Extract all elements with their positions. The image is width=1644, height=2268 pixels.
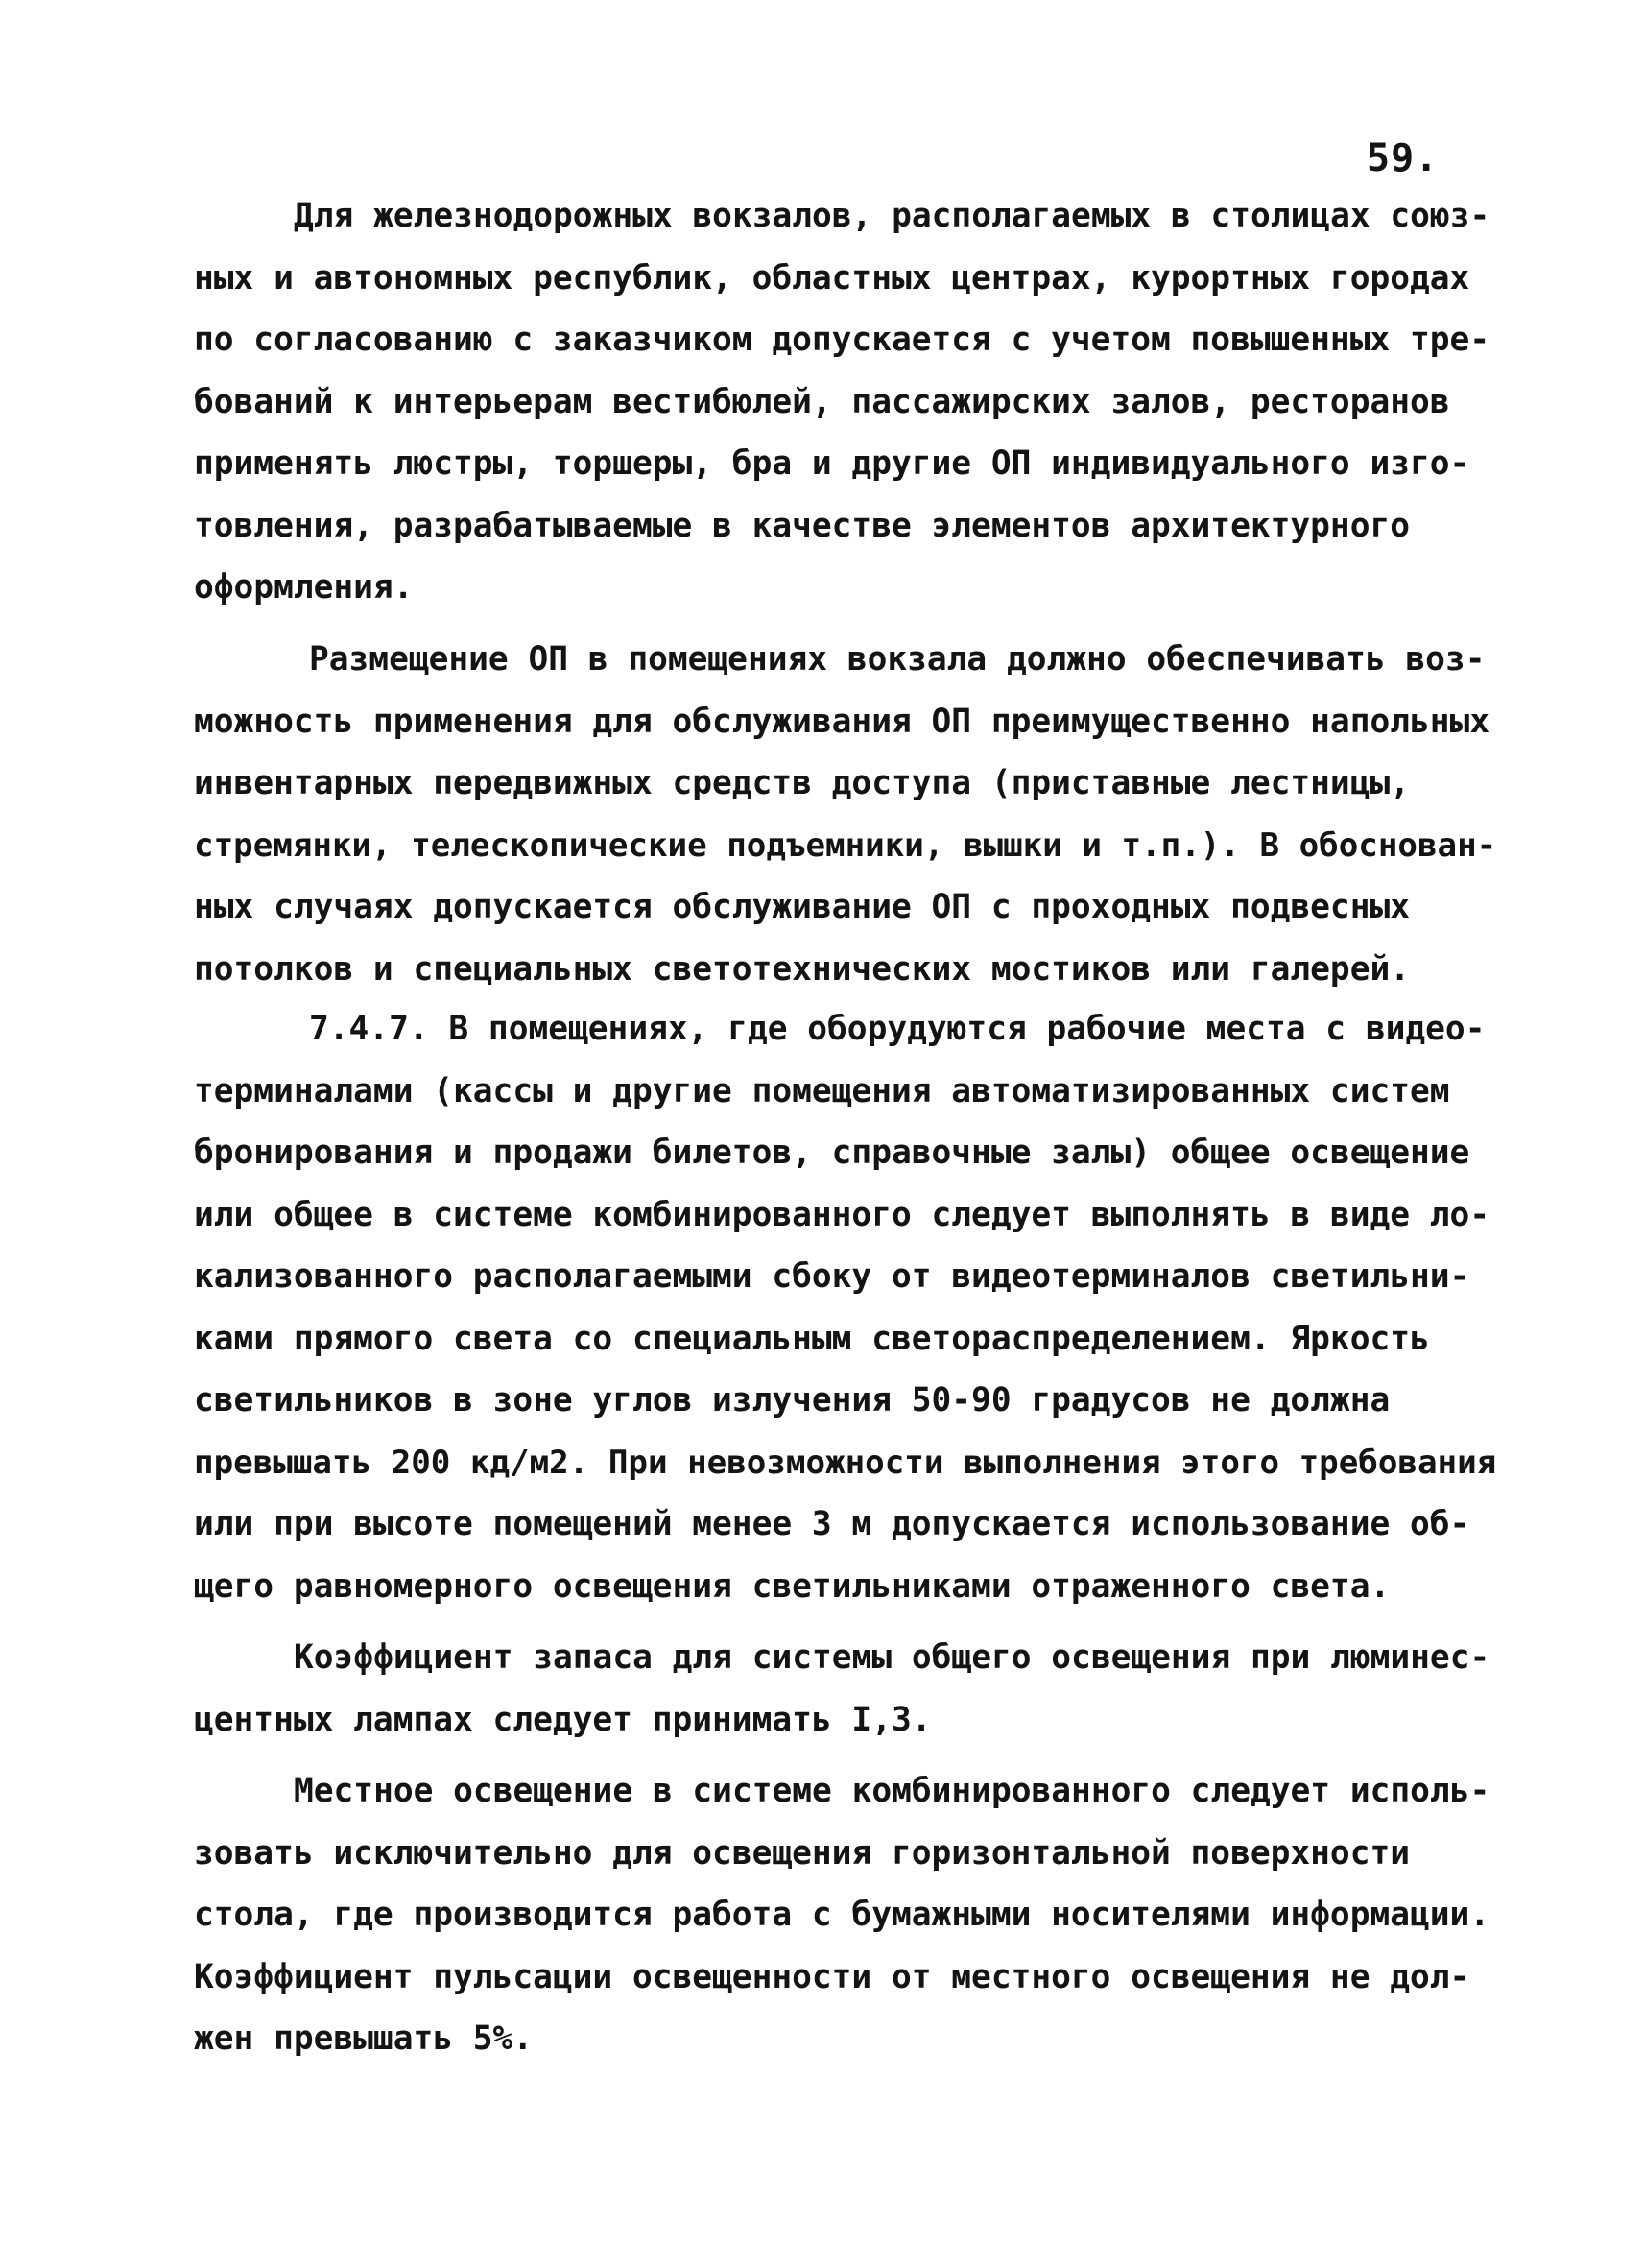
text-line: Размещение ОП в помещениях вокзала должно обеспечивать воз-	[309, 640, 1486, 679]
text-line: Коэффициент пульсации освещенности от местного освещения не дол-	[194, 1958, 1470, 1996]
text-line: бований к интерьерам вестибюлей, пассажирских залов, ресторанов	[194, 383, 1450, 421]
text-line: применять люстры, торшеры, бра и другие ОП индивидуального изго-	[194, 444, 1470, 483]
text-line: превышать 200 кд/м2. При невозможности выполнения этого требования	[194, 1444, 1497, 1482]
text-line: оформления.	[194, 568, 414, 607]
text-line: кализованного располагаемыми сбоку от видеотерминалов светильни-	[194, 1257, 1470, 1296]
text-line: светильников в зоне углов излучения 50-90 градусов не должна	[194, 1381, 1391, 1420]
text-line: потолков и специальных светотехнических мостиков или галерей.	[194, 950, 1411, 989]
page-number: 59.	[1367, 136, 1440, 180]
text-line: 7.4.7. В помещениях, где оборудуются рабочие места с видео-	[309, 1010, 1486, 1048]
text-line: жен превышать 5%.	[194, 2019, 534, 2058]
text-line: стола, где производится работа с бумажными носителями информации.	[194, 1896, 1490, 1934]
text-line: ных случаях допускается обслуживание ОП с проходных подвесных	[194, 888, 1411, 926]
text-line: бронирования и продажи билетов, справочные залы) общее освещение	[194, 1134, 1470, 1172]
text-line: зовать исключительно для освещения горизонтальной поверхности	[194, 1834, 1411, 1873]
text-line: товления, разрабатываемые в качестве элементов архитектурного	[194, 507, 1411, 545]
text-line: центных лампах следует принимать I,3.	[194, 1701, 932, 1739]
text-line: Коэффициент запаса для системы общего освещения при люминес-	[294, 1638, 1490, 1677]
text-line: щего равномерного освещения светильниками отраженного света.	[194, 1567, 1391, 1606]
text-line: терминалами (кассы и другие помещения автоматизированных систем	[194, 1072, 1450, 1110]
text-line: или при высоте помещений менее 3 м допускается использование об-	[194, 1505, 1470, 1543]
text-line: стремянки, телескопические подъемники, вышки и т.п.). В обоснован-	[194, 826, 1497, 865]
text-line: или общее в системе комбинированного следует выполнять в виде ло-	[194, 1196, 1490, 1234]
text-line: можность применения для обслуживания ОП преимущественно напольных	[194, 703, 1490, 741]
text-line: инвентарных передвижных средств доступа (приставные лестницы,	[194, 764, 1411, 802]
text-line: ками прямого света со специальным светораспределением. Яркость	[194, 1320, 1430, 1358]
text-line: ных и автономных республик, областных центрах, курортных городах	[194, 259, 1470, 298]
text-line: Для железнодорожных вокзалов, располагаемых в столицах союз-	[294, 197, 1490, 235]
text-line: Местное освещение в системе комбинированного следует исполь-	[294, 1772, 1490, 1810]
text-line: по согласованию с заказчиком допускается с учетом повышенных тре-	[194, 321, 1490, 359]
